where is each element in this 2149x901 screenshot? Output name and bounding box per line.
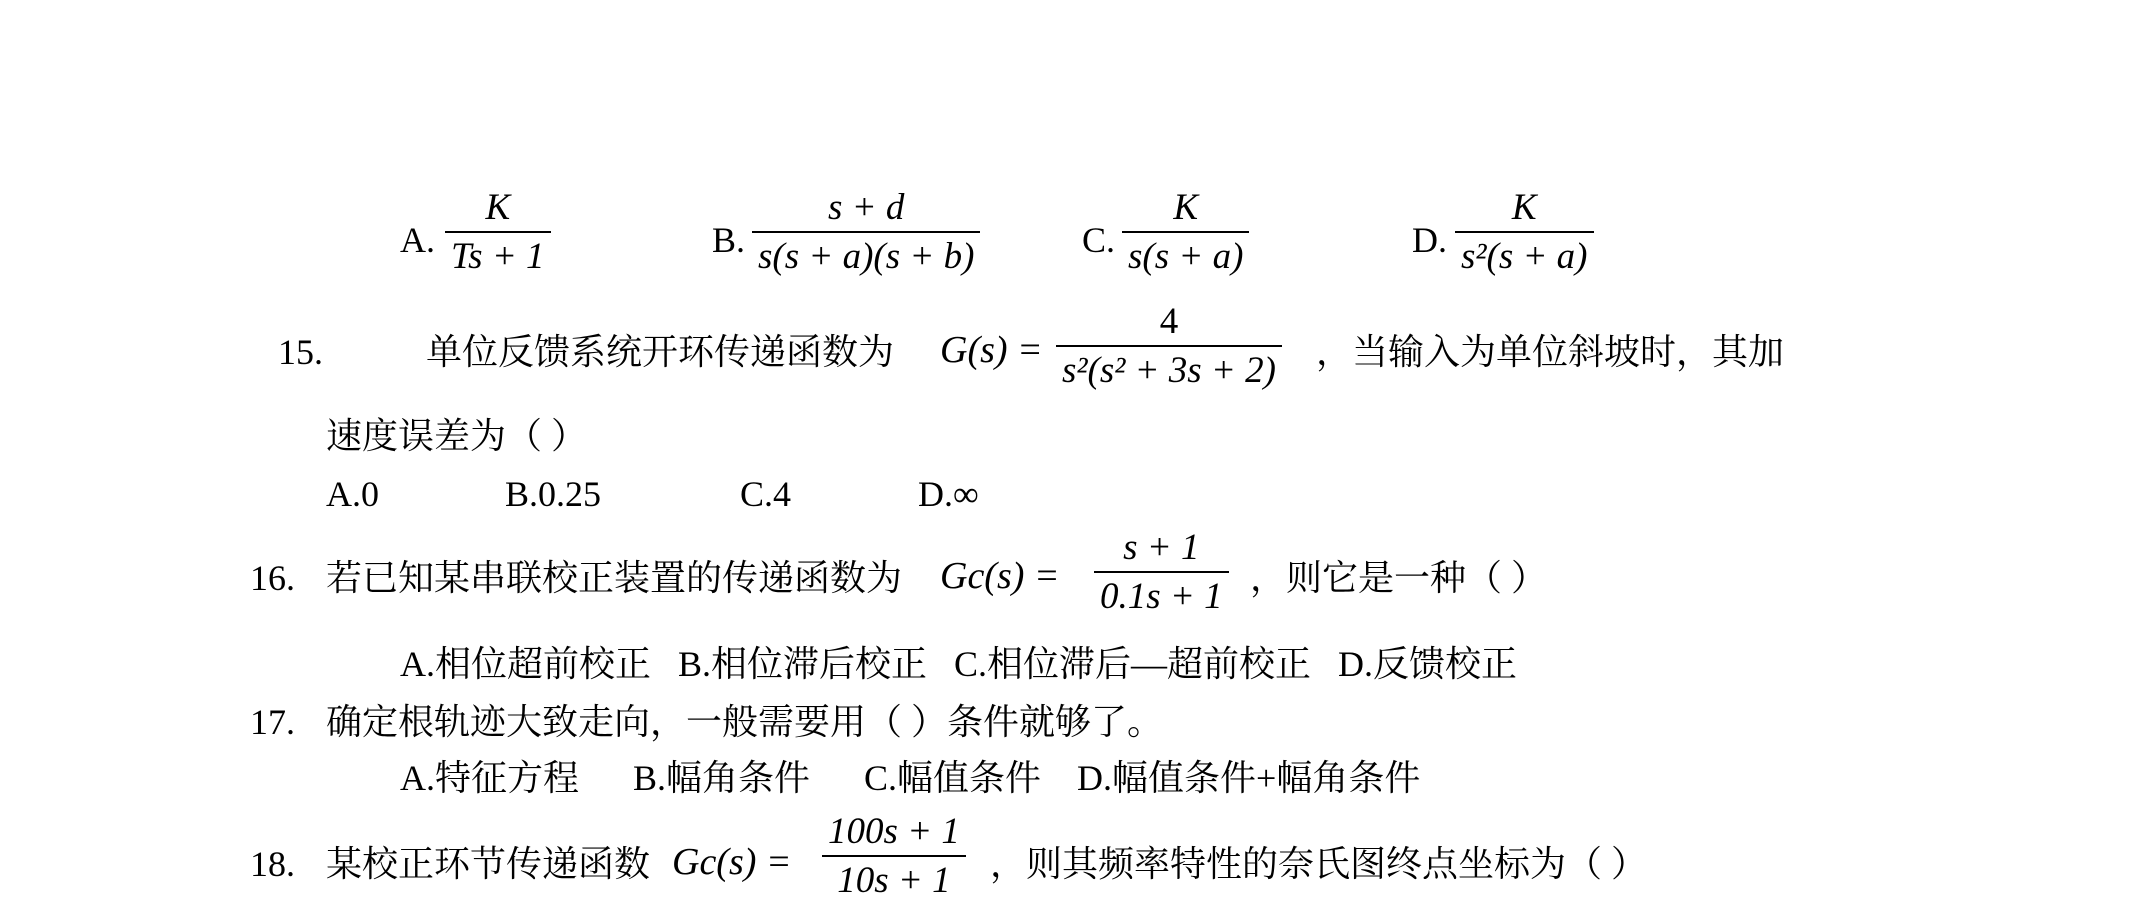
q14-option-a-fraction: [445, 188, 551, 277]
q14-option-d-numerator: K: [1511, 187, 1537, 228]
q14-option-b-label: B.: [712, 220, 746, 260]
q16-denominator: 0.1s + 1: [1100, 576, 1223, 617]
q16-numerator: s + 1: [1123, 527, 1200, 568]
fraction-bar: [445, 231, 551, 233]
q18-lhs: Gc(s) =: [672, 841, 792, 883]
q18-fraction: [822, 812, 966, 901]
q15-lhs: G(s) =: [940, 329, 1043, 371]
q14-option-a-numerator: K: [485, 187, 511, 228]
q14-option-c-label: C.: [1082, 220, 1116, 260]
q14-option-c-numerator: K: [1173, 187, 1199, 228]
q15-option-b: B.0.25: [505, 474, 602, 514]
q14-option-b-numerator: s + d: [828, 187, 905, 228]
q18-numerator: 100s + 1: [828, 811, 960, 852]
q14-option-d-label: D.: [1412, 220, 1447, 260]
q14-option-a-denominator: Ts + 1: [451, 236, 545, 277]
q14-option-c-fraction: [1122, 188, 1249, 277]
q18-number: 18.: [250, 844, 295, 884]
q17-text: 确定根轨迹大致走向，一般需要用（ ）条件就够了。: [326, 702, 1164, 742]
q15-fraction: [1056, 302, 1282, 391]
q17-options: A.特征方程 B.幅角条件 C.幅值条件 D.幅值条件+幅角条件: [400, 758, 1421, 798]
q15-denominator: s²(s² + 3s + 2): [1062, 350, 1276, 391]
q16-text-before: 若已知某串联校正装置的传递函数为: [326, 558, 903, 598]
q14-option-c-denominator: s(s + a): [1128, 236, 1244, 277]
fraction-bar: [1094, 571, 1229, 573]
q16-number: 16.: [250, 558, 295, 598]
q15-number: 15.: [278, 332, 323, 372]
q18-denominator: 10s + 1: [837, 860, 951, 901]
q14-option-d-denominator: s²(s + a): [1461, 236, 1588, 277]
fraction-bar: [1455, 231, 1594, 233]
q18-text-before: 某校正环节传递函数: [326, 844, 651, 884]
q16-lhs: Gc(s) =: [940, 555, 1060, 597]
fraction-bar: [752, 231, 980, 233]
q15-option-d: D.∞: [918, 474, 979, 514]
q18-text-after: ，则其频率特性的奈氏图终点坐标为（ ）: [990, 844, 1648, 884]
q15-text-before: 单位反馈系统开环传递函数为: [426, 332, 895, 372]
q14-option-b-fraction: [752, 188, 980, 277]
q15-numerator: 4: [1159, 301, 1179, 342]
q15-option-a: A.0: [326, 474, 379, 514]
fraction-bar: [1056, 345, 1282, 347]
q15-option-c: C.4: [740, 474, 792, 514]
q16-fraction: [1094, 528, 1229, 617]
q17-number: 17.: [250, 702, 295, 742]
q14-option-a-label: A.: [400, 220, 435, 260]
fraction-bar: [1122, 231, 1249, 233]
q16-text-after: ，则它是一种（ ）: [1250, 558, 1548, 598]
q16-options: A.相位超前校正 B.相位滞后校正 C.相位滞后—超前校正 D.反馈校正: [400, 644, 1518, 684]
fraction-bar: [822, 855, 966, 857]
q14-option-b-denominator: s(s + a)(s + b): [758, 236, 975, 277]
q15-text-continued: 速度误差为（ ）: [326, 416, 588, 456]
q15-text-after: ，当输入为单位斜坡时，其加: [1316, 332, 1785, 372]
q14-option-d-fraction: [1455, 188, 1594, 277]
